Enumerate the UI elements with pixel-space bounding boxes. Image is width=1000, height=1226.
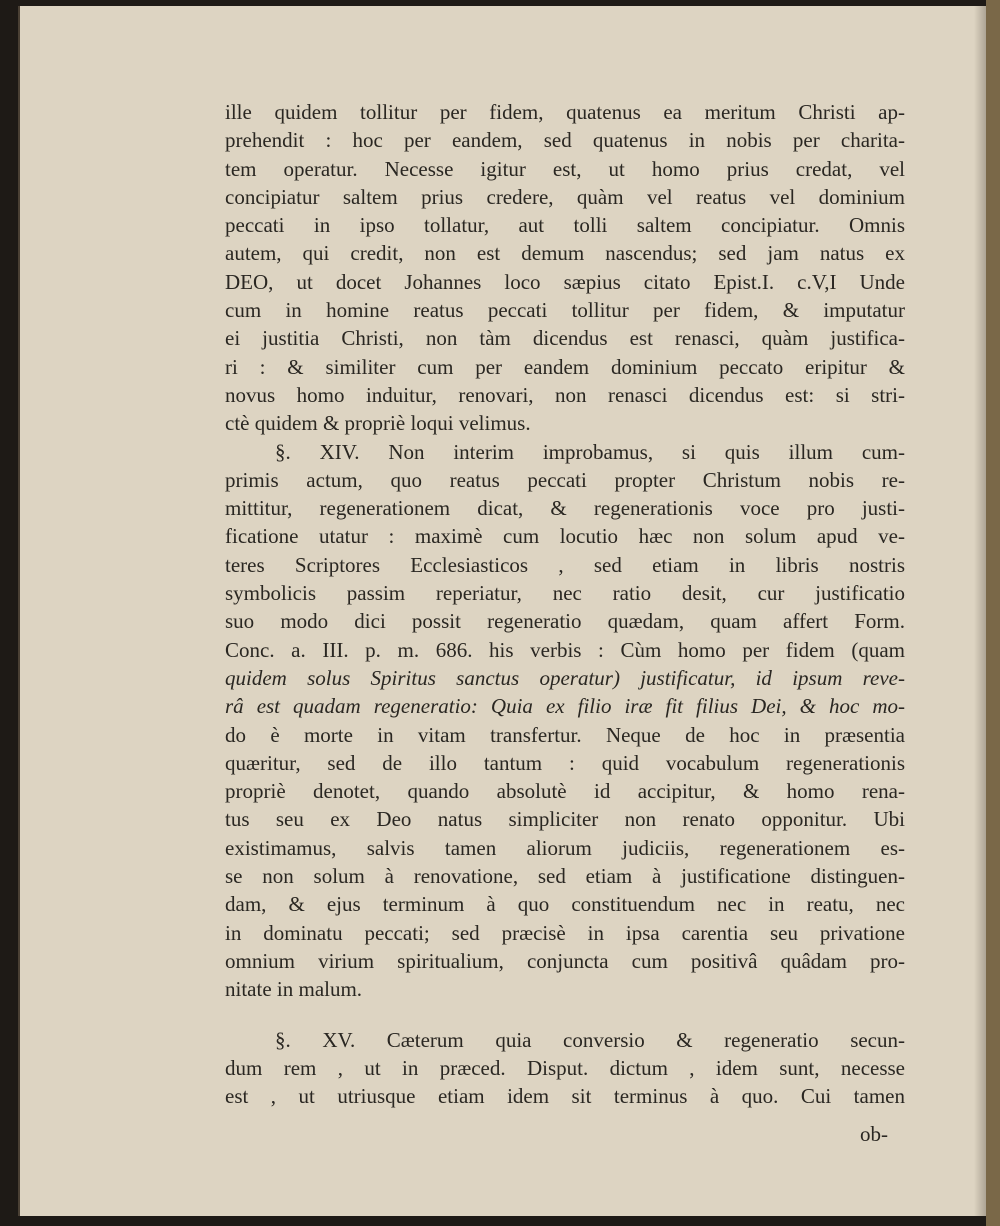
text-line: DEO, ut docet Johannes loco sæpius citato Epist.I. c.V,I Unde	[225, 269, 905, 294]
text-line: ei justitia Christi, non tàm dicendus est renasci, quàm justifica-	[225, 326, 905, 351]
text-line: dam, & ejus terminum à quo constituendum nec in reatu, nec	[225, 892, 905, 917]
text-line: Conc. a. III. p. m. 686. his verbis : Cùm homo per fidem (quam	[225, 637, 905, 662]
text-line: prehendit : hoc per eandem, sed quatenus in nobis per charita-	[225, 128, 905, 153]
text-line: concipiatur saltem prius credere, quàm vel reatus vel dominium	[225, 184, 905, 209]
text-line: dum rem , ut in præced. Disput. dictum , idem sunt, necesse	[225, 1055, 905, 1080]
text-line: autem, qui credit, non est demum nascendus; sed jam natus ex	[225, 241, 905, 266]
text-line: se non solum à renovatione, sed etiam à justificatione distinguen-	[225, 864, 905, 889]
text-line: nitate in malum.	[225, 977, 363, 1002]
text-line: peccati in ipso tollatur, aut tolli saltem concipiatur. Omnis	[225, 213, 905, 238]
text-line: ri : & similiter cum per eandem dominium peccato eripitur &	[225, 354, 905, 379]
catchword: ob-	[860, 1122, 888, 1146]
text-line: cum in homine reatus peccati tollitur per fidem, & imputatur	[225, 298, 905, 323]
text-line: tus seu ex Deo natus simpliciter non renato opponitur. Ubi	[225, 807, 905, 832]
text-line: suo modo dici possit regeneratio quædam, quam affert Form.	[225, 609, 905, 634]
text-line: teres Scriptores Ecclesiasticos , sed etiam in libris nostris	[225, 552, 905, 577]
text-line: râ est quadam regeneratio: Quia ex filio iræ fit filius Dei, & hoc mo-	[225, 694, 905, 719]
text-line: ficatione utatur : maximè cum locutio hæc non solum apud ve-	[225, 524, 905, 549]
text-line: symbolicis passim reperiatur, nec ratio desit, cur justificatio	[225, 581, 905, 606]
text-line: ctè quidem & propriè loqui velimus.	[225, 411, 531, 436]
text-line: existimamus, salvis tamen aliorum judiciis, regenerationem es-	[225, 835, 905, 860]
text-line: primis actum, quo reatus peccati propter Christum nobis re-	[225, 467, 905, 492]
section-heading-line: §. XV. Cæterum quia conversio & regeneratio secun-	[275, 1027, 905, 1052]
text-line: ille quidem tollitur per fidem, quatenus ea meritum Christi ap-	[225, 100, 905, 124]
text-line: quidem solus Spiritus sanctus operatur) justificatur, id ipsum reve-	[225, 665, 905, 690]
paragraph-gap	[225, 1004, 905, 1026]
text-line: novus homo induitur, renovari, non renasci dicendus est: si stri-	[225, 382, 905, 407]
text-line: in dominatu peccati; sed præcisè in ipsa carentia seu privatione	[225, 920, 905, 945]
text-line: do è morte in vitam transfertur. Neque de hoc in præsentia	[225, 722, 905, 747]
text-line: tem operatur. Necesse igitur est, ut homo prius credat, vel	[225, 156, 905, 181]
text-block	[225, 98, 905, 1110]
text-line: quæritur, sed de illo tantum : quid vocabulum regenerationis	[225, 750, 905, 775]
section-heading-line: §. XIV. Non interim improbamus, si quis illum cum-	[275, 439, 905, 464]
page-edge	[986, 0, 1000, 1226]
text-line: est , ut utriusque etiam idem sit terminus à quo. Cui tamen	[225, 1084, 905, 1109]
text-line: propriè denotet, quando absolutè id accipitur, & homo rena-	[225, 779, 905, 804]
text-line: mittitur, regenerationem dicat, & regenerationis voce pro justi-	[225, 496, 905, 521]
text-line: omnium virium spiritualium, conjuncta cum positivâ quâdam pro-	[225, 948, 905, 973]
